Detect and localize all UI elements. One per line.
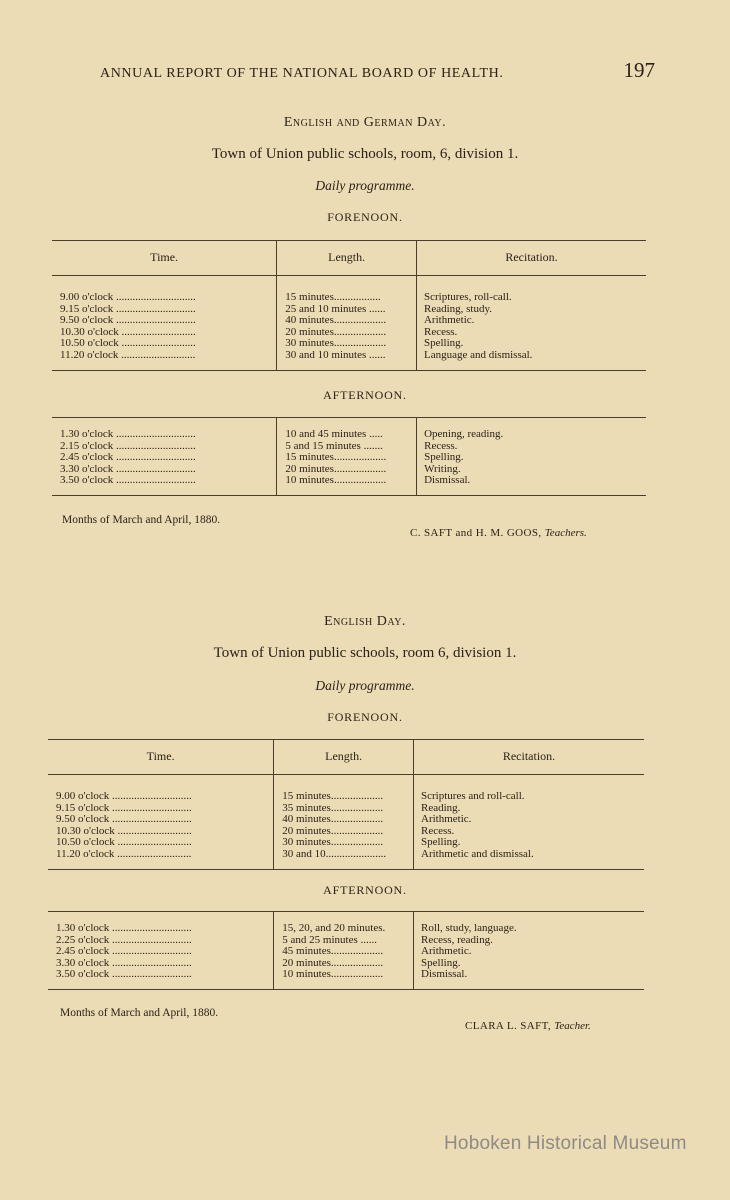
time-entry: 9.00 o'clock ............................. — [56, 791, 192, 802]
length-column — [274, 912, 414, 990]
time-entry: 10.50 o'clock ........................... — [56, 837, 192, 849]
section1-afternoon-label: AFTERNOON. — [323, 388, 407, 402]
column-header-time: Time. — [52, 241, 277, 276]
section1-afternoon-table — [52, 417, 646, 496]
length-entry: 20 minutes................... — [282, 957, 384, 969]
time-entry: 10.50 o'clock ........................... — [60, 338, 196, 350]
time-entry: 2.45 o'clock ............................. — [56, 946, 192, 958]
length-column — [277, 418, 417, 496]
teacher-names: C. SAFT and H. M. GOOS, — [410, 527, 542, 539]
time-column — [52, 418, 277, 496]
length-entry: 25 and 10 minutes ...... — [285, 303, 386, 315]
length-entry: 30 minutes................... — [285, 338, 387, 350]
recitation-entry: Reading, study. — [423, 303, 493, 315]
length-entry: 15, 20, and 20 minutes. — [282, 923, 386, 934]
column-header-recitation: Recitation. — [416, 241, 646, 276]
section1-teachers — [410, 527, 587, 539]
section1-subtitle: Town of Union public schools, room, 6, division 1. — [211, 146, 519, 162]
section2-afternoon-label: AFTERNOON. — [323, 883, 407, 897]
length-entry: 20 minutes................... — [282, 825, 384, 837]
recitation-entry: Spelling. — [424, 452, 464, 464]
length-entry: 15 minutes................... — [285, 452, 387, 464]
length-entry: 15 minutes................... — [282, 791, 384, 802]
recitation-entry: Spelling. — [421, 837, 461, 849]
recitation-entry: Scriptures, roll-call. — [423, 292, 512, 303]
recitation-column — [414, 775, 645, 870]
section2-forenoon-label: FORENOON. — [327, 710, 403, 724]
column-header-recitation: Recitation. — [414, 740, 645, 775]
section1-months: Months of March and April, 1880. — [62, 514, 221, 526]
recitation-entry: Reading. — [421, 802, 461, 814]
length-entry: 5 and 25 minutes ...... — [282, 934, 378, 946]
recitation-entry: Roll, study, language. — [421, 923, 517, 934]
length-entry: 45 minutes................... — [282, 946, 384, 958]
section2-forenoon-table — [48, 739, 644, 870]
section2-subtitle: Town of Union public schools, room 6, division 1. — [213, 645, 517, 661]
section1-forenoon-label: FORENOON. — [327, 210, 403, 224]
length-column — [277, 276, 417, 371]
time-entry: 9.15 o'clock ............................. — [60, 303, 196, 315]
length-column — [274, 775, 414, 870]
length-entry: 5 and 15 minutes ....... — [285, 440, 383, 452]
time-entry: 9.50 o'clock ............................. — [60, 315, 196, 327]
section2-teachers — [465, 1020, 591, 1032]
column-header-length: Length. — [274, 740, 414, 775]
museum-watermark: Hoboken Historical Museum — [444, 1133, 687, 1154]
recitation-column — [417, 418, 646, 496]
time-entry: 3.30 o'clock ............................. — [56, 957, 192, 969]
recitation-entry: Recess. — [421, 825, 455, 837]
time-entry: 2.25 o'clock ............................. — [56, 934, 192, 946]
time-entry: 1.30 o'clock ............................. — [60, 429, 196, 440]
running-header — [100, 58, 655, 83]
recitation-entry: Arithmetic. — [423, 315, 475, 327]
length-entry: 30 and 10 minutes ...... — [285, 349, 386, 361]
length-entry: 15 minutes................. — [285, 292, 381, 303]
recitation-entry: Opening, reading. — [424, 429, 504, 440]
recitation-entry: Arithmetic. — [421, 946, 472, 958]
time-entry: 9.00 o'clock ............................. — [60, 292, 196, 303]
recitation-entry: Dismissal. — [421, 969, 468, 981]
recitation-entry: Writing. — [424, 463, 461, 475]
section2-months: Months of March and April, 1880. — [60, 1007, 219, 1019]
length-entry: 20 minutes................... — [285, 463, 387, 475]
report-title: ANNUAL REPORT OF THE NATIONAL BOARD OF HEALTH. — [100, 66, 504, 81]
recitation-entry: Spelling. — [423, 338, 464, 350]
section2-programme: Daily programme. — [315, 678, 415, 693]
time-column — [48, 775, 274, 870]
section1-forenoon-table — [52, 240, 646, 371]
length-entry: 10 minutes................... — [285, 475, 387, 487]
time-entry: 9.15 o'clock ............................. — [56, 802, 192, 814]
time-entry: 2.45 o'clock ............................. — [60, 452, 196, 464]
recitation-column — [414, 912, 644, 990]
recitation-entry: Dismissal. — [424, 475, 471, 487]
length-entry: 40 minutes................... — [282, 814, 384, 826]
column-header-time: Time. — [48, 740, 274, 775]
section2-heading: English Day. — [324, 614, 406, 629]
column-header-length: Length. — [277, 241, 417, 276]
time-entry: 11.20 o'clock ........................... — [56, 848, 192, 860]
time-column — [48, 912, 274, 990]
recitation-entry: Recess. — [424, 440, 458, 452]
time-entry: 3.30 o'clock ............................. — [60, 463, 196, 475]
length-entry: 35 minutes................... — [282, 802, 384, 814]
length-entry: 20 minutes................... — [285, 326, 387, 338]
recitation-entry: Scriptures and roll-call. — [421, 791, 525, 802]
length-entry: 40 minutes................... — [285, 315, 387, 327]
recitation-entry: Language and dismissal. — [423, 349, 533, 361]
time-entry: 3.50 o'clock ............................. — [60, 475, 196, 487]
time-column — [52, 276, 277, 371]
section1-programme: Daily programme. — [315, 178, 415, 193]
time-entry: 9.50 o'clock ............................. — [56, 814, 192, 826]
time-entry: 10.30 o'clock ........................... — [60, 326, 196, 338]
time-entry: 1.30 o'clock ............................. — [56, 923, 192, 934]
recitation-entry: Recess, reading. — [421, 934, 493, 946]
teacher-names: CLARA L. SAFT, — [465, 1020, 552, 1032]
recitation-entry: Spelling. — [421, 957, 461, 969]
recitation-column — [416, 276, 646, 371]
length-entry: 10 minutes................... — [282, 969, 384, 981]
time-entry: 11.20 o'clock ........................... — [60, 349, 196, 361]
section2-afternoon-table — [48, 911, 644, 990]
time-entry: 3.50 o'clock ............................. — [56, 969, 192, 981]
recitation-entry: Arithmetic and dismissal. — [421, 848, 534, 860]
section1-heading: English and German Day. — [283, 115, 447, 130]
time-entry: 10.30 o'clock ........................... — [56, 825, 192, 837]
recitation-entry: Arithmetic. — [421, 814, 472, 826]
length-entry: 10 and 45 minutes ..... — [285, 429, 383, 440]
teacher-role: Teacher. — [554, 1020, 591, 1032]
page-number: 197 — [623, 58, 655, 82]
recitation-entry: Recess. — [423, 326, 458, 338]
time-entry: 2.15 o'clock ............................. — [60, 440, 196, 452]
length-entry: 30 minutes................... — [282, 837, 384, 849]
teacher-role: Teachers. — [544, 527, 587, 539]
length-entry: 30 and 10...................... — [282, 848, 387, 860]
